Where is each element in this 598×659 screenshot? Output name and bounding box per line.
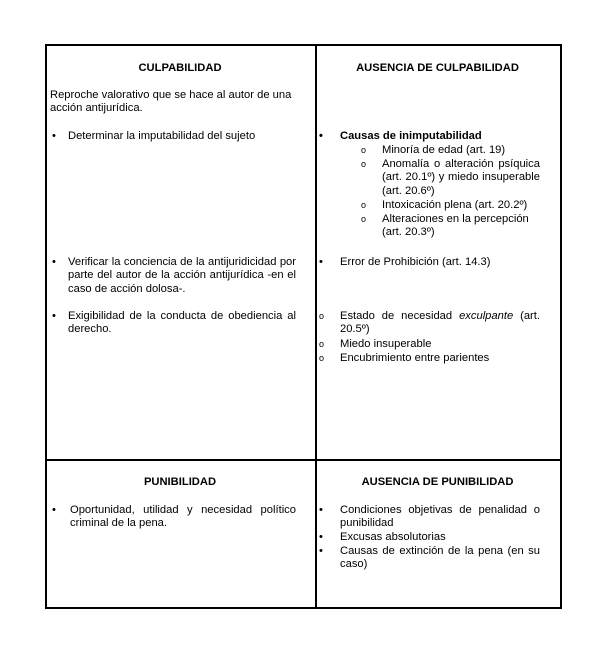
- bullet-icon: •: [52, 504, 56, 516]
- ausencia-punibilidad-heading: AUSENCIA DE PUNIBILIDAD: [361, 476, 514, 488]
- row-divider: [47, 459, 560, 461]
- ausencia-culpabilidad-heading: AUSENCIA DE CULPABILIDAD: [356, 62, 519, 74]
- culpabilidad-item: Exigibilidad de la conducta de obediencia al derecho.: [68, 310, 296, 336]
- miedo-insuperable: Miedo insuperable: [340, 338, 432, 350]
- ausencia-punibilidad-item: Excusas absolutorias: [340, 531, 446, 543]
- bullet-icon: •: [319, 130, 323, 142]
- bullet-icon: •: [52, 130, 56, 142]
- inimputabilidad-item: Minoría de edad (art. 19): [382, 144, 506, 156]
- inimputabilidad-heading: Causas de inimputabilidad: [340, 130, 482, 142]
- circle-bullet-icon: o: [319, 311, 325, 321]
- error-prohibicion: Error de Prohibición (art. 14.3): [340, 256, 491, 268]
- bullet-icon: •: [52, 256, 56, 268]
- culpabilidad-definition: Reproche valorativo que se hace al autor de una acción antijurídica.: [50, 89, 292, 115]
- circle-bullet-icon: o: [361, 214, 367, 224]
- punibilidad-heading: PUNIBILIDAD: [143, 476, 217, 488]
- culpabilidad-item: Determinar la imputabilidad del sujeto: [68, 130, 256, 142]
- inimputabilidad-item: Intoxicación plena (art. 20.2º): [382, 199, 528, 211]
- circle-bullet-icon: o: [319, 353, 325, 363]
- encubrimiento-parientes: Encubrimiento entre parientes: [340, 352, 490, 364]
- bullet-icon: •: [319, 545, 323, 557]
- ausencia-punibilidad-item: Condiciones objetivas de penalidad o punibilidad: [340, 504, 540, 530]
- bullet-icon: •: [52, 310, 56, 322]
- culpabilidad-heading: CULPABILIDAD: [138, 62, 222, 74]
- bullet-icon: •: [319, 531, 323, 543]
- column-divider: [315, 46, 317, 607]
- punibilidad-item: Oportunidad, utilidad y necesidad político criminal de la pena.: [70, 504, 296, 530]
- culpabilidad-item: Verificar la conciencia de la antijuridicidad por parte del autor de la acción antijurídica -en el caso de acción dolosa-.: [68, 256, 296, 295]
- inimputabilidad-item: Alteraciones en la percepción (art. 20.3º): [382, 213, 529, 239]
- bullet-icon: •: [319, 504, 323, 516]
- bullet-icon: •: [319, 256, 323, 268]
- circle-bullet-icon: o: [361, 159, 367, 169]
- ausencia-punibilidad-item: Causas de extinción de la pena (en su caso): [340, 545, 540, 571]
- estado-necesidad: Estado de necesidad exculpante (art. 20.5º): [340, 310, 541, 336]
- circle-bullet-icon: o: [361, 200, 367, 210]
- circle-bullet-icon: o: [361, 145, 367, 155]
- inimputabilidad-item: Anomalía o alteración psíquica (art. 20.1º) y miedo insuperable (art. 20.6º): [382, 158, 540, 197]
- circle-bullet-icon: o: [319, 339, 325, 349]
